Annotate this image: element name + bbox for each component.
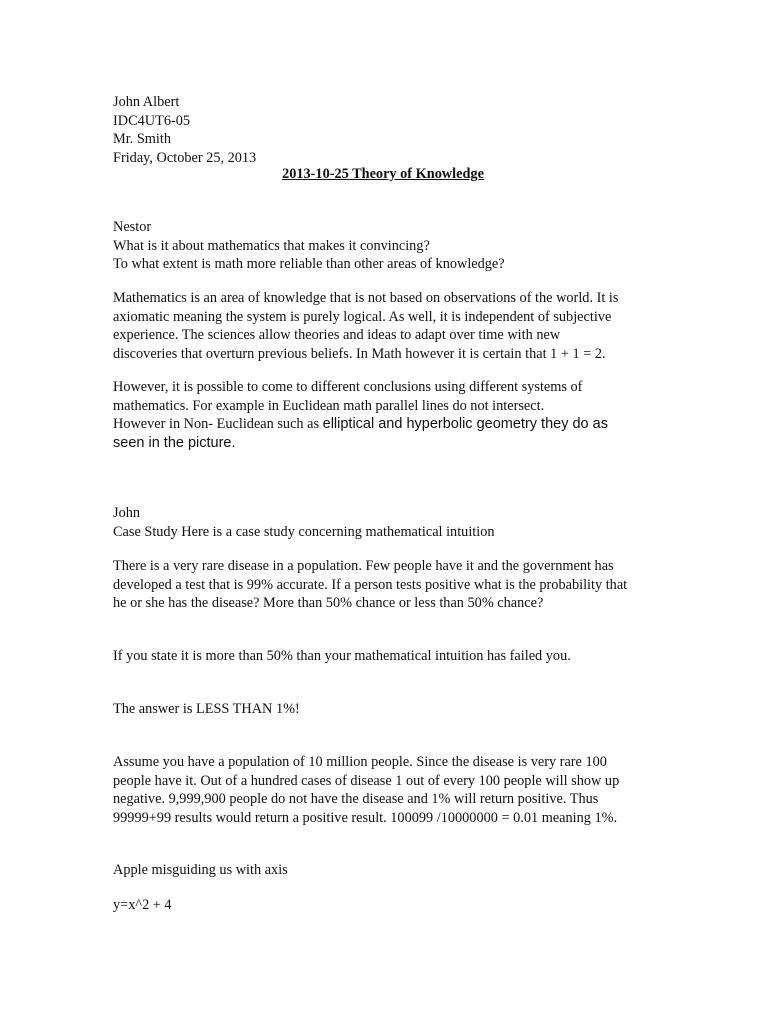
document-date: Friday, October 25, 2013 — [113, 149, 257, 166]
nestor-questions — [113, 218, 673, 274]
paragraph — [113, 896, 673, 915]
john-header — [113, 504, 673, 541]
question-line: To what extent is math more reliable than other areas of knowledge? — [113, 256, 505, 272]
paragraph-line: developed a test that is 99% accurate. If a person tests positive what is the probability that — [113, 576, 628, 593]
paragraph-line: 99999+99 results would return a positive result. 100099 /10000000 = 0.01 meaning 1%. — [113, 809, 618, 826]
paragraph-line: Mathematics is an area of knowledge that is not based on observations of the world. It is — [113, 290, 619, 306]
equation-line: y=x^2 + 4 — [113, 897, 172, 913]
paragraph — [113, 289, 673, 363]
paragraph-line: negative. 9,999,900 people do not have the disease and 1% will return positive. Thus — [113, 791, 599, 807]
teacher-name: Mr. Smith — [113, 131, 171, 147]
paragraph-line: experience. The sciences allow theories and ideas to adapt over time with new — [113, 327, 561, 343]
text-run: However in Non- Euclidean such as — [113, 416, 323, 432]
paragraph-line: people have it. Out of a hundred cases of disease 1 out of every 100 people will show up — [113, 772, 620, 789]
question-line: What is it about mathematics that makes it convincing? — [113, 237, 430, 254]
paragraph-line — [113, 415, 673, 434]
paragraph-line: he or she has the disease? More than 50% chance or less than 50% chance? — [113, 595, 544, 611]
paragraph-line: If you state it is more than 50% than your mathematical intuition has failed you. — [113, 648, 571, 664]
paragraph — [113, 700, 673, 719]
paragraph — [113, 861, 673, 880]
paragraph — [113, 557, 673, 613]
paragraph-line: There is a very rare disease in a population. Few people have it and the government has — [113, 558, 614, 574]
section-author: John — [113, 505, 141, 521]
paragraph-line: Assume you have a population of 10 million people. Since the disease is very rare 100 — [113, 754, 607, 770]
document-title: 2013-10-25 Theory of Knowledge — [282, 166, 484, 182]
paragraph — [113, 647, 673, 666]
paragraph-line: seen in the picture. — [113, 434, 236, 451]
text-run-sans: elliptical and hyperbolic geometry they do as — [322, 416, 608, 432]
paragraph-line: discoveries that overturn previous beliefs. In Math however it is certain that 1 + 1 = 2. — [113, 345, 606, 362]
course-code: IDC4UT6-05 — [113, 112, 191, 129]
paragraph-line: mathematics. For example in Euclidean math parallel lines do not intersect. — [113, 397, 545, 414]
paragraph — [113, 753, 673, 827]
paragraph — [113, 378, 673, 452]
student-name: John Albert — [113, 94, 180, 110]
case-study-heading: Case Study Here is a case study concerning mathematical intuition — [113, 523, 495, 540]
paragraph-line: Apple misguiding us with axis — [113, 862, 288, 878]
answer-line: The answer is LESS THAN 1%! — [113, 701, 300, 717]
paragraph-line: axiomatic meaning the system is purely logical. As well, it is independent of subjective — [113, 308, 612, 325]
section-author: Nestor — [113, 219, 152, 235]
header-block — [113, 93, 673, 167]
paragraph-line: However, it is possible to come to different conclusions using different systems of — [113, 379, 583, 395]
